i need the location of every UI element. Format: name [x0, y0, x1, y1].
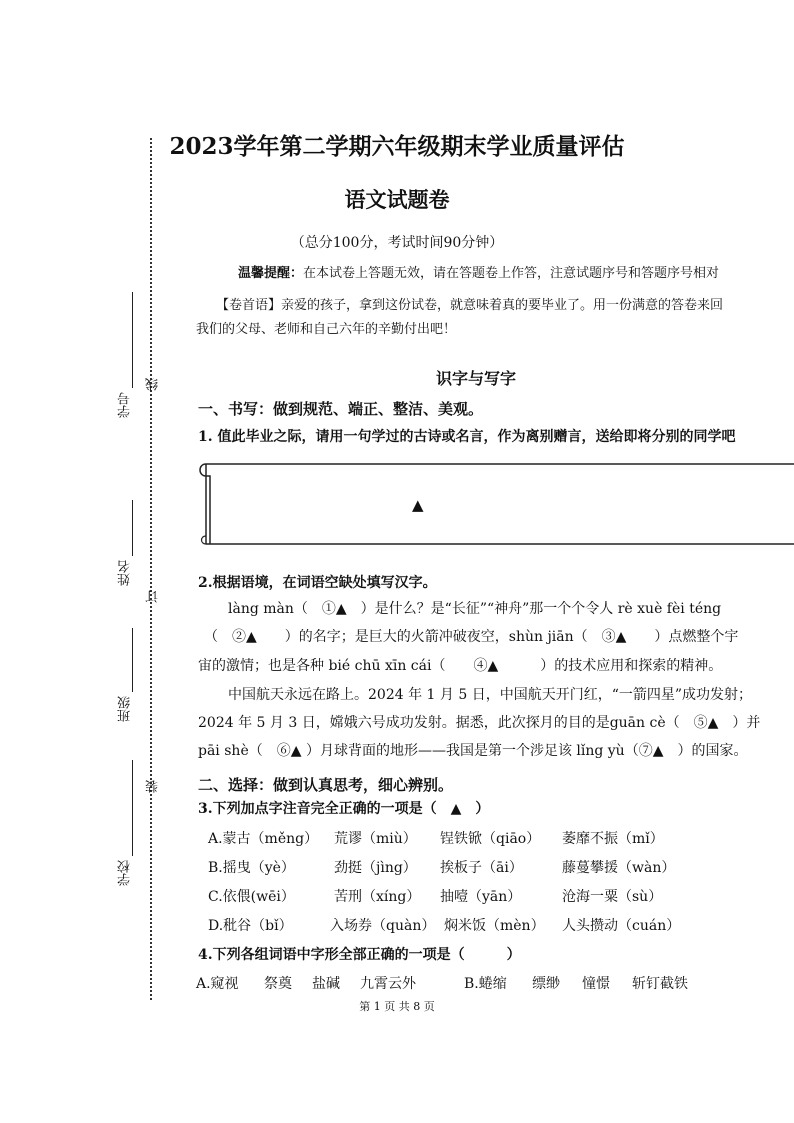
q3-option: 抽噎（yān） [440, 889, 522, 905]
school-label: 学校 [118, 860, 133, 886]
q3-option: A.蒙古（měng） [208, 831, 319, 847]
preface-line-1: 【卷首语】亲爱的孩子，拿到这份试卷，就意味着真的要毕业了。用一份满意的答卷来回 [216, 298, 724, 313]
q3-option: C.依偎(wēi） [208, 889, 295, 905]
question-1: 1. 值此毕业之际，请用一句学过的古诗或名言，作为离别赠言，送给即将分别的同学吧 [198, 429, 736, 445]
cut-line-char: 线 [146, 378, 161, 391]
q2-line-2: （ ②▲ ）的名字；是巨大的火箭冲破夜空，shùn jiān（ ③▲ ）点燃整个宇 [204, 629, 739, 645]
q3-option: D.秕谷（bǐ） [208, 918, 293, 934]
preface-line-2: 我们的父母、老师和自己六年的辛勤付出吧！ [196, 322, 457, 337]
reminder [238, 262, 719, 281]
q3-option: B.摇曳（yè） [208, 860, 295, 876]
q4-option: 盐碱 [312, 976, 340, 992]
answer-mark: ▲ [412, 496, 424, 514]
part-one-heading: 一、书写：做到规范、端正、整洁、美观。 [198, 400, 484, 418]
q4-option: 缥缈 [532, 976, 560, 992]
answer-scroll-box [196, 460, 794, 548]
exam-title: 2023学年第二学期六年级期末学业质量评估 [169, 133, 625, 160]
q2-line-1: làng màn（ ①▲ ）是什么？是“长征”“神舟”那一个个令人 rè xuè fèi téng [228, 601, 722, 617]
bind-line-char: 装 [146, 780, 161, 793]
q4-option: B.蜷缩 [464, 976, 507, 992]
school-field-line [132, 760, 133, 856]
q4-option: 九霄云外 [360, 976, 416, 992]
q3-option: 焖米饭（mèn） [444, 918, 545, 934]
q2-line-5: 2024 年 5 月 3 日，嫦娥六号成功发射。据悉，此次探月的目的是guān cè（ ⑤▲ ）并 [198, 715, 761, 731]
q3-option: 人头攒动（cuán） [562, 918, 681, 934]
binding-dotted-line [150, 138, 152, 1000]
q3-option: 入场券（quàn） [330, 918, 436, 934]
exam-meta: （总分100分，考试时间90分钟） [290, 235, 504, 251]
page-footer: 第 1 页 共 8 页 [359, 1000, 435, 1013]
q3-option: 沧海一粟（sù） [562, 889, 663, 905]
name-field-line [132, 500, 133, 556]
q4-option: 祭奠 [264, 976, 292, 992]
q2-line-3: 宙的激情；也是各种 bié chū xīn cái（ ④▲ ）的技术应用和探索的精神。 [198, 658, 723, 674]
reminder-text: 在本试卷上答题无效，请在答题卷上作答，注意试题序号和答题序号相对 [303, 266, 720, 281]
student-id-label: 学号 [118, 392, 133, 418]
section-heading: 识字与写字 [436, 369, 517, 388]
q3-option: 荒谬（miù） [334, 831, 417, 847]
q3-option: 苦刑（xíng） [334, 889, 421, 905]
q3-option: 藤蔓攀援（wàn） [562, 860, 676, 876]
q3-option: 挨板子（āi） [440, 860, 523, 876]
question-2: 2.根据语境，在词语空缺处填写汉字。 [198, 575, 437, 591]
q4-option: A.窥视 [196, 976, 239, 992]
q3-option: 萎靡不振（mǐ） [562, 831, 664, 847]
part-two-heading: 二、选择：做到认真思考，细心辨别。 [198, 776, 454, 794]
q2-line-4: 中国航天永远在路上。2024 年 1 月 5 日，中国航天开门红，“一箭四星”成功发射； [228, 687, 753, 703]
q2-line-6: pāi shè（ ⑥▲ ）月球背面的地形——我国是第一个涉足该 lǐng yù（⑦▲ ）的国家。 [198, 743, 748, 759]
question-3: 3.下列加点字注音完全正确的一项是（ ▲ ） [198, 801, 490, 817]
exam-subtitle: 语文试题卷 [344, 187, 450, 212]
student-id-field-line [132, 292, 133, 388]
name-label: 姓名 [118, 560, 133, 586]
q4-option: 憧憬 [582, 976, 610, 992]
class-field-line [132, 628, 133, 692]
class-label: 班级 [118, 696, 133, 722]
reminder-label: 温馨提醒： [238, 266, 304, 281]
q3-option: 锃铁锨（qiāo） [440, 831, 541, 847]
question-4: 4.下列各组词语中字形全部正确的一项是（ ） [198, 947, 521, 963]
q3-option: 劲挺（jìng） [334, 860, 417, 876]
staple-line-char: 订 [146, 590, 161, 603]
q4-option: 斩钉截铁 [632, 976, 688, 992]
